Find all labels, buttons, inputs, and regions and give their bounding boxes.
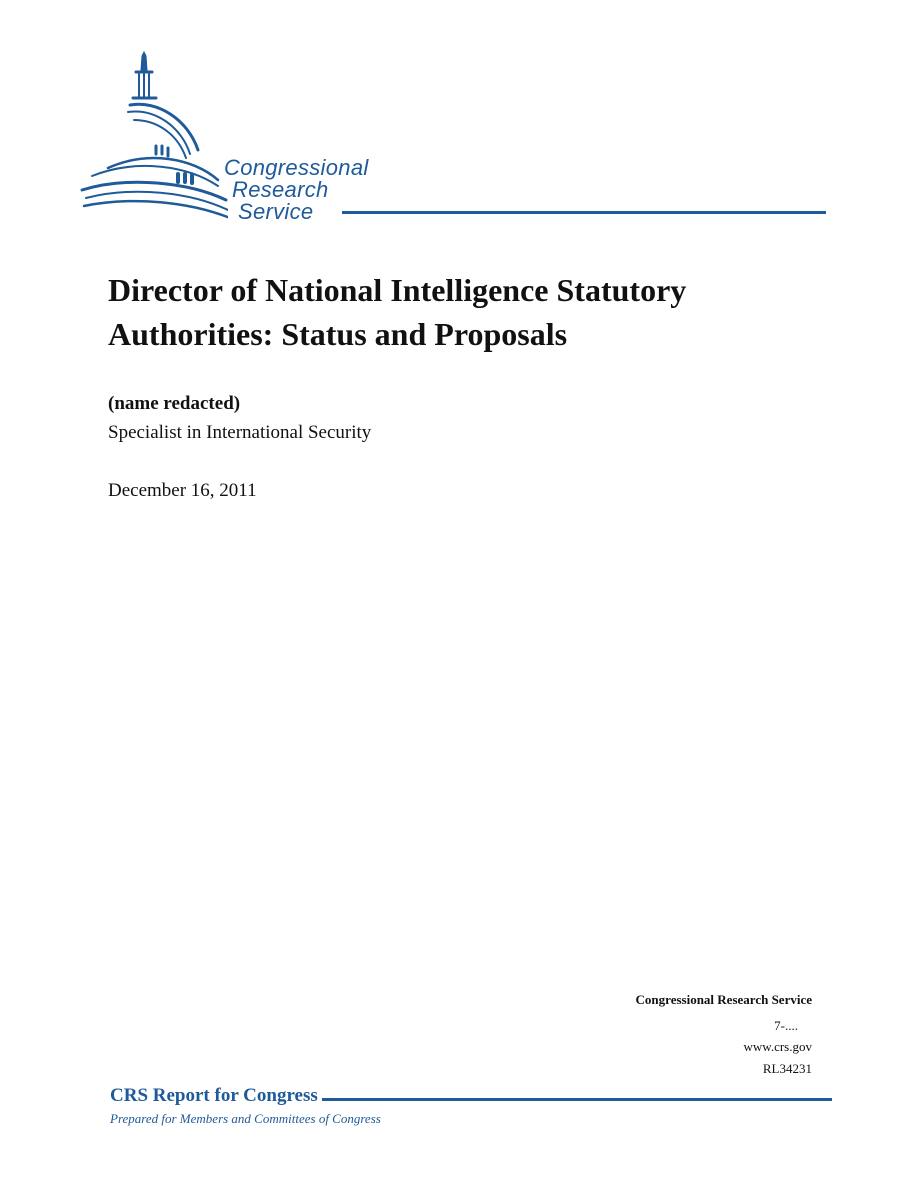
logo-wordmark-line-2: Research xyxy=(232,177,329,202)
website-link[interactable]: www.crs.gov xyxy=(743,1039,812,1054)
report-date: December 16, 2011 xyxy=(108,480,257,501)
footer-title: CRS Report for Congress xyxy=(110,1085,322,1107)
logo-divider-rule xyxy=(342,211,826,214)
author-title: Specialist in International Security xyxy=(108,422,372,443)
report-title: Director of National Intelligence Statutory Authorities: Status and Proposals xyxy=(108,272,687,352)
capitol-dome-icon xyxy=(78,50,228,225)
publisher-name: Congressional Research Service xyxy=(635,992,812,1007)
logo-wordmark-line-1: Congressional xyxy=(224,155,369,180)
logo-wordmark-line-3: Service xyxy=(238,199,314,224)
report-number: RL34231 xyxy=(762,1061,812,1076)
crs-logo xyxy=(78,50,838,230)
author-name: (name redacted) xyxy=(108,393,241,414)
footer-subtitle: Prepared for Members and Committees of Congress xyxy=(110,1111,381,1126)
order-code: 7-.... xyxy=(774,1018,798,1033)
footer-divider-rule xyxy=(300,1098,832,1101)
